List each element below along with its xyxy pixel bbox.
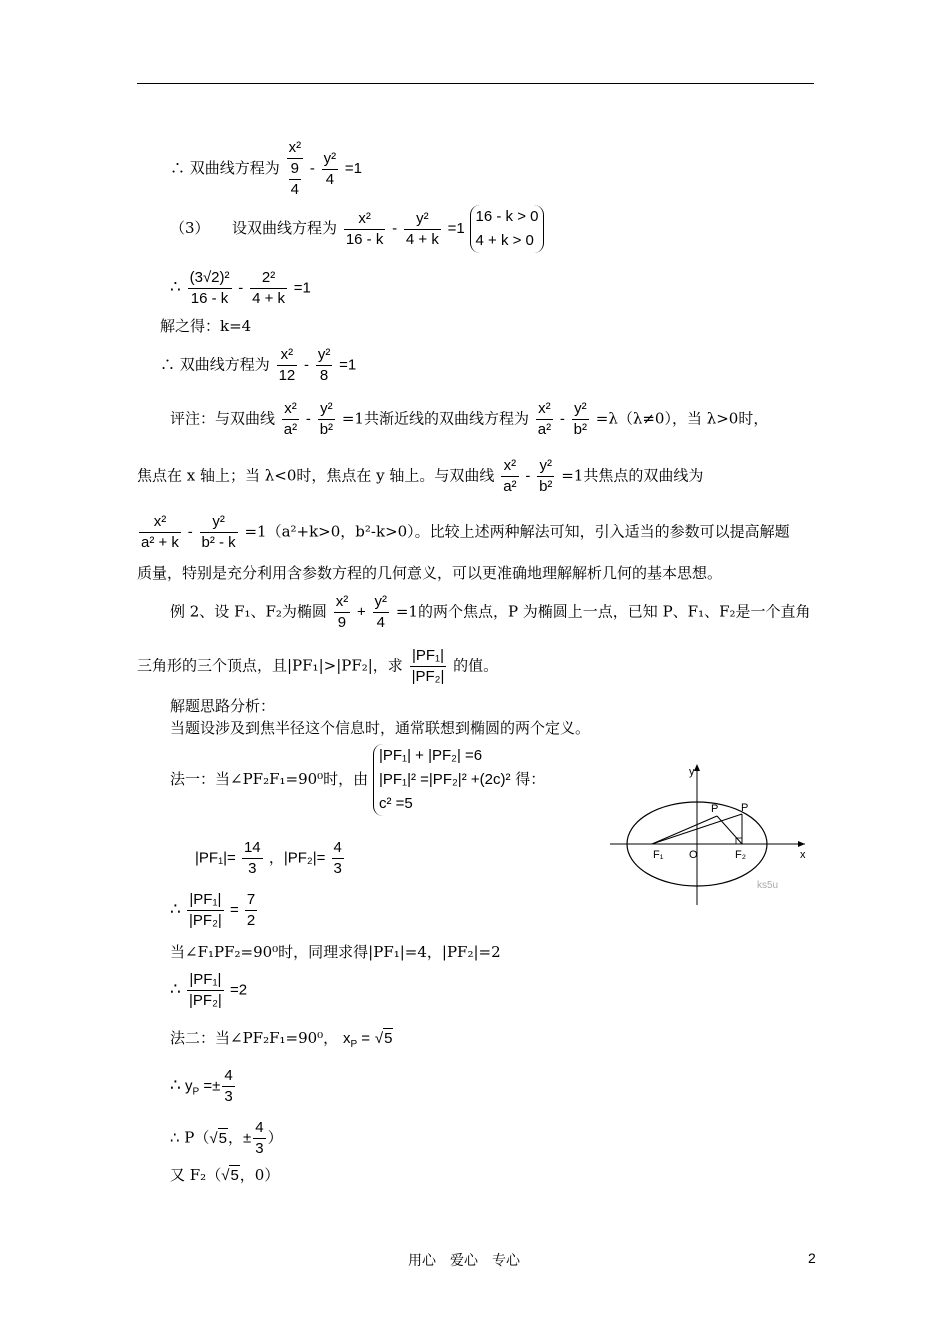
fraction xyxy=(404,209,441,250)
numerator: 14 xyxy=(242,838,263,859)
text: ，|PF₂|= xyxy=(268,849,326,867)
header-rule xyxy=(137,83,814,84)
numerator: y² xyxy=(537,456,554,477)
numerator: 4 xyxy=(222,1066,234,1087)
numerator: x² xyxy=(277,345,298,366)
text: =1共渐近线的双曲线方程为 xyxy=(341,409,529,428)
fraction xyxy=(222,1066,234,1107)
numerator: y² xyxy=(322,149,339,170)
line-part3 xyxy=(170,205,544,253)
denominator: b² xyxy=(573,421,587,438)
denominator: 4 xyxy=(290,181,299,198)
text: 得： xyxy=(515,770,546,788)
label-y: y xyxy=(689,766,695,778)
text: （3） 设双曲线方程为 xyxy=(170,219,338,237)
numerator: (3√2)² xyxy=(188,268,232,289)
text: =1共焦点的双曲线为 xyxy=(561,466,704,485)
denominator: 4 xyxy=(376,614,385,631)
y-arrow-icon xyxy=(694,764,700,771)
denominator: a² xyxy=(537,421,552,438)
numerator: x² xyxy=(536,399,553,420)
therefore: ∴ xyxy=(170,899,181,919)
fraction xyxy=(373,592,390,633)
denominator: 16 - k xyxy=(345,230,384,248)
equation: |PF₁| + |PF₂| =6 xyxy=(378,747,483,764)
numerator: y² xyxy=(316,345,333,366)
sqrt-5: 5 xyxy=(230,1167,239,1184)
equals: =1 xyxy=(344,160,363,177)
text: =1的两个焦点，P 为椭圆上一点，已知 P、F₁、F₂是一个直角 xyxy=(395,602,811,621)
numerator: 2² xyxy=(250,268,287,289)
denominator: 3 xyxy=(333,860,342,877)
numerator: x² xyxy=(344,209,386,230)
numerator: y² xyxy=(200,512,238,533)
text: ，± xyxy=(227,1129,252,1147)
text: =λ（λ≠0），当 λ>0时， xyxy=(595,409,769,428)
fraction xyxy=(572,399,589,440)
numerator: x² xyxy=(139,512,181,533)
denominator: 4 + k xyxy=(405,230,439,248)
denominator: 12 xyxy=(278,367,296,384)
text: ∴ P（ xyxy=(170,1128,210,1147)
denominator: 3 xyxy=(255,1140,264,1157)
condition: 4 + k > 0 xyxy=(475,232,534,249)
line-comment-3 xyxy=(137,512,790,553)
label-f2: F₂ xyxy=(735,849,746,861)
sqrt-5: 5 xyxy=(384,1030,393,1047)
text: 例 2、设 F₁、F₂为椭圆 xyxy=(170,602,327,621)
text: ∴ 双曲线方程为 xyxy=(160,355,270,374)
denominator: |PF₂| xyxy=(411,668,445,685)
page-number: 2 xyxy=(808,1250,816,1266)
numerator: y² xyxy=(373,592,390,613)
operator: - xyxy=(238,279,244,297)
line-ratio-2 xyxy=(170,970,247,1011)
text: ，0） xyxy=(239,1166,280,1184)
operator: - xyxy=(305,410,311,428)
line-example-2b xyxy=(137,646,498,687)
fraction xyxy=(250,268,287,309)
text: |PF₁|= xyxy=(195,849,236,867)
nested-fraction xyxy=(289,159,301,200)
text: 评注：与双曲线 xyxy=(170,409,276,428)
therefore: ∴ xyxy=(170,979,181,999)
equals: = xyxy=(357,1030,371,1047)
line-substitute xyxy=(170,268,311,309)
text: ） xyxy=(267,1128,283,1147)
denominator: 4 + k xyxy=(252,290,286,307)
line-method-2: 法二：当∠PF₂F₁=90⁰， $x_P = √5$ xyxy=(170,1029,393,1050)
text: =1（a²+k>0，b²-k>0）。比较上述两种解法可知，引入适当的参数可以提高解题 xyxy=(244,522,790,541)
numerator: y² xyxy=(404,209,441,230)
numerator: x² xyxy=(501,456,518,477)
footer-text: 用心 爱心 专心 xyxy=(408,1253,520,1269)
text: ∴ 双曲线方程为 xyxy=(170,159,280,177)
line-analysis-title: 解题思路分析： xyxy=(170,697,276,715)
denominator: a² xyxy=(503,478,517,495)
equals: = xyxy=(229,901,239,919)
operator: - xyxy=(187,523,193,541)
subscript: P xyxy=(192,1086,200,1098)
denominator: b² xyxy=(319,421,334,438)
label-o: O xyxy=(689,849,698,861)
line-solve-k: 解之得：k=4 xyxy=(160,317,252,335)
therefore: ∴ xyxy=(170,277,181,298)
watermark: ks5u xyxy=(757,880,779,891)
fraction xyxy=(501,456,518,497)
denominator xyxy=(287,159,304,200)
text: 又 F₂（ xyxy=(170,1166,222,1184)
numerator: 4 xyxy=(253,1118,265,1139)
denominator: a² + k xyxy=(141,534,179,551)
fraction xyxy=(334,592,351,633)
equation: c² =5 xyxy=(378,795,413,812)
line-comment-2 xyxy=(137,456,703,497)
numerator: 9 xyxy=(289,159,301,180)
numerator: |PF₁| xyxy=(187,890,224,911)
fraction xyxy=(282,399,299,440)
fraction xyxy=(537,456,554,497)
line-pf-values xyxy=(195,838,346,879)
equals: =2 xyxy=(229,981,248,999)
line-yp xyxy=(170,1066,237,1107)
fraction xyxy=(139,512,181,553)
label-p2: P xyxy=(741,802,749,814)
condition: 16 - k > 0 xyxy=(475,208,539,225)
operator: - xyxy=(309,160,315,177)
text: 法一：当∠PF₂F₁=90⁰时，由 xyxy=(170,770,369,788)
operator: - xyxy=(559,410,565,428)
fraction xyxy=(332,838,344,879)
var-x: x xyxy=(342,1030,351,1047)
line-hyperbola-eq-2 xyxy=(160,345,356,386)
line-f2-coords: 又 F₂（√5，0） xyxy=(170,1166,280,1184)
line-comment-1 xyxy=(170,399,768,440)
text: 三角形的三个顶点，且|PF₁|>|PF₂|，求 xyxy=(137,656,403,675)
equals: =± xyxy=(199,1077,221,1095)
sqrt-5: 5 xyxy=(218,1129,227,1147)
denominator: 2 xyxy=(246,912,256,929)
line-example-2 xyxy=(170,592,811,633)
equation-system xyxy=(373,744,510,816)
fraction xyxy=(536,399,553,440)
numerator: x² xyxy=(282,399,299,420)
line-method-1 xyxy=(170,744,545,816)
numerator: |PF₁| xyxy=(187,970,224,991)
segment-pf1-1 xyxy=(652,816,717,844)
denominator: 9 xyxy=(337,614,347,631)
fraction xyxy=(287,138,304,200)
subscript: P xyxy=(350,1039,358,1050)
line-p-coords: ∴ P（√5，± $\frac{4}{3}$ ） xyxy=(170,1119,283,1157)
label-x: x xyxy=(800,849,806,861)
line-case-2: 当∠F₁PF₂=90⁰时，同理求得|PF₁|=4，|PF₂|=2 xyxy=(170,943,501,961)
text: 的值。 xyxy=(453,656,499,675)
denominator: b² - k xyxy=(201,534,236,551)
fraction xyxy=(318,399,335,440)
operator: - xyxy=(304,356,310,374)
text: 焦点在 x 轴上；当 λ<0时，焦点在 y 轴上。与双曲线 xyxy=(137,466,495,485)
line-hyperbola-eq-1 xyxy=(170,138,362,200)
fraction xyxy=(410,646,447,687)
equation: |PF₁|² =|PF₂|² +(2c)² xyxy=(378,771,511,788)
denominator: 8 xyxy=(319,367,329,384)
fraction xyxy=(187,970,224,1011)
ellipse-figure xyxy=(605,760,815,905)
label-p1: P xyxy=(711,803,719,815)
denominator: b² xyxy=(539,478,553,495)
therefore: ∴ xyxy=(170,1075,181,1095)
denominator: 3 xyxy=(224,1088,233,1105)
fraction xyxy=(188,268,232,309)
numerator: y² xyxy=(572,399,589,420)
fraction xyxy=(200,512,238,553)
denominator: 3 xyxy=(248,860,257,877)
var-y: y xyxy=(185,1077,193,1095)
denominator: |PF₂| xyxy=(189,992,222,1009)
line-comment-4: 质量，特别是充分利用含参数方程的几何意义，可以更准确地理解解析几何的基本思想。 xyxy=(137,564,723,582)
denominator: a² xyxy=(283,421,298,438)
fraction xyxy=(253,1118,265,1159)
x-arrow-icon xyxy=(798,841,805,847)
fraction xyxy=(277,345,298,386)
line-ratio-1 xyxy=(170,890,259,931)
fraction xyxy=(242,838,263,879)
fraction xyxy=(245,890,257,931)
numerator: y² xyxy=(318,399,335,420)
operator: + xyxy=(357,603,366,621)
equals: =1 xyxy=(339,356,357,374)
equals: =1 xyxy=(293,279,311,297)
segment-pf2-1 xyxy=(717,816,742,844)
numerator: x² xyxy=(287,138,304,159)
condition-brace xyxy=(470,205,545,253)
numerator: 4 xyxy=(332,838,344,859)
numerator: 7 xyxy=(245,890,257,911)
denominator: 16 - k xyxy=(190,290,229,307)
line-analysis-text: 当题设涉及到焦半径这个信息时，通常联想到椭圆的两个定义。 xyxy=(170,719,591,737)
text: 法二：当∠PF₂F₁=90⁰， xyxy=(170,1029,339,1047)
operator: - xyxy=(392,220,398,237)
fraction xyxy=(322,149,339,190)
operator: - xyxy=(525,467,531,485)
label-f1: F₁ xyxy=(653,849,664,861)
fraction xyxy=(344,209,386,250)
denominator: |PF₂| xyxy=(189,912,222,929)
denominator: 4 xyxy=(325,170,335,188)
numerator: x² xyxy=(334,592,351,613)
fraction xyxy=(187,890,224,931)
equals: =1 xyxy=(447,220,465,237)
numerator: |PF₁| xyxy=(410,646,447,667)
fraction xyxy=(316,345,333,386)
